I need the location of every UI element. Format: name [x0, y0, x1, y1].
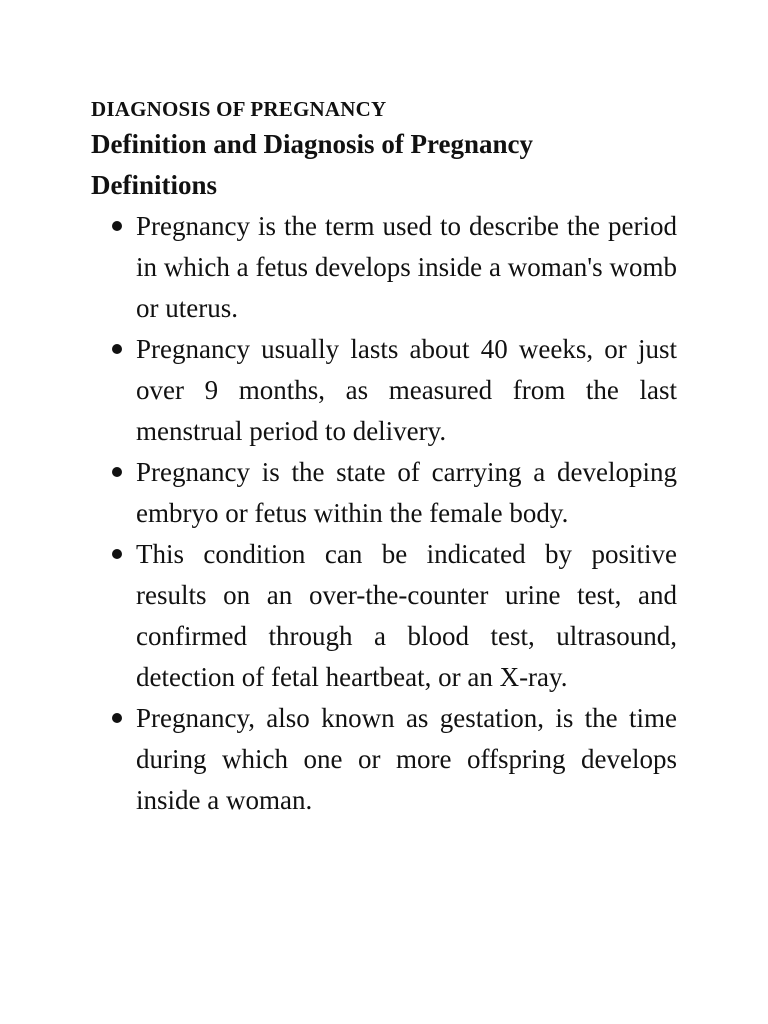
bullet-icon	[112, 344, 122, 354]
definitions-subheading: Definitions	[91, 170, 218, 200]
list-item	[91, 534, 677, 698]
list-item-text: Pregnancy, also known as gestation, is the time during which one or more offspring develops inside a woman.	[136, 703, 677, 815]
bullet-icon	[112, 549, 122, 559]
bullet-icon	[112, 221, 122, 231]
list-item	[91, 698, 677, 821]
definitions-list	[91, 206, 677, 821]
list-item-text: Pregnancy is the term used to describe the period in which a fetus develops inside a woman's womb or uterus.	[136, 211, 677, 323]
list-item	[91, 329, 677, 452]
list-item-text: Pregnancy is the state of carrying a developing embryo or fetus within the female body.	[136, 457, 677, 528]
document-title: DIAGNOSIS OF PREGNANCY	[91, 97, 387, 121]
list-item	[91, 206, 677, 329]
section-heading: Definition and Diagnosis of Pregnancy	[91, 129, 534, 159]
list-item-text: Pregnancy usually lasts about 40 weeks, or just over 9 months, as measured from the last menstrual period to delivery.	[136, 334, 677, 446]
document-page	[91, 94, 677, 821]
bullet-icon	[112, 467, 122, 477]
bullet-icon	[112, 713, 122, 723]
list-item	[91, 452, 677, 534]
list-item-text: This condition can be indicated by positive results on an over-the-counter urine test, and confirmed through a blood test, ultrasound, detection of fetal heartbeat, or an X-ray.	[136, 539, 677, 692]
